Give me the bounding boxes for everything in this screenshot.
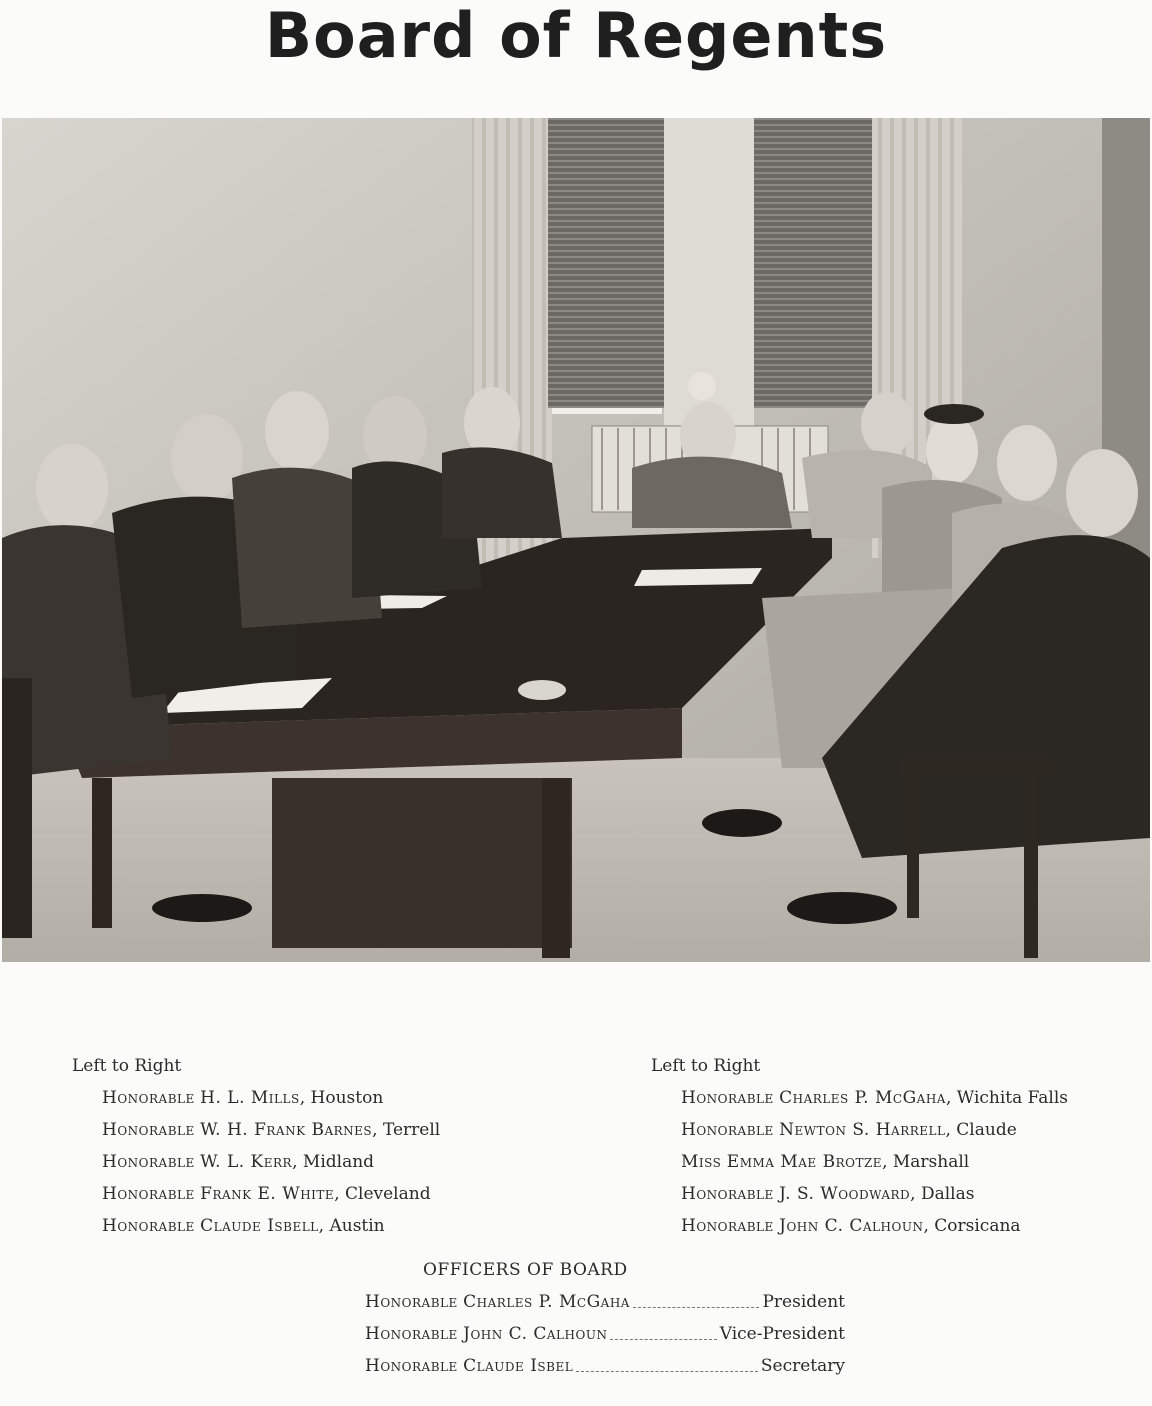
member-row: Honorable H. L. Mills, Houston <box>102 1088 384 1108</box>
officer-row: Honorable John C. Calhoun Vice-President <box>365 1318 845 1350</box>
page-title: Board of Regents <box>264 0 888 72</box>
leader-dots <box>610 1318 716 1340</box>
member-row: Honorable W. L. Kerr, Midland <box>102 1152 375 1172</box>
leader-dots <box>576 1350 758 1372</box>
officers-header: OFFICERS OF BOARD <box>423 1260 628 1280</box>
officer-role: Secretary <box>760 1356 845 1376</box>
officer-row: Honorable Claude Isbel Secretary <box>365 1350 845 1382</box>
officer-role: Vice-President <box>719 1324 845 1344</box>
right-member-list <box>651 1050 1068 1242</box>
board-group-photo <box>2 118 1150 962</box>
member-row: Honorable Frank E. White, Cleveland <box>102 1184 431 1204</box>
officers-list <box>365 1254 845 1382</box>
member-row: Honorable Claude Isbell, Austin <box>102 1216 385 1236</box>
officer-row: Honorable Charles P. McGaha President <box>365 1286 845 1318</box>
officer-role: President <box>762 1292 845 1312</box>
member-row: Honorable John C. Calhoun, Corsicana <box>681 1216 1021 1236</box>
left-member-list <box>72 1050 440 1242</box>
member-row: Honorable Newton S. Harrell, Claude <box>681 1120 1017 1140</box>
left-list-header: Left to Right <box>72 1056 182 1076</box>
member-row: Honorable J. S. Woodward, Dallas <box>681 1184 975 1204</box>
right-list-header: Left to Right <box>651 1056 761 1076</box>
member-row: Honorable Charles P. McGaha, Wichita Falls <box>681 1088 1069 1108</box>
member-row: Honorable W. H. Frank Barnes, Terrell <box>102 1120 441 1140</box>
member-row: Miss Emma Mae Brotze, Marshall <box>681 1152 970 1172</box>
leader-dots <box>633 1286 760 1308</box>
